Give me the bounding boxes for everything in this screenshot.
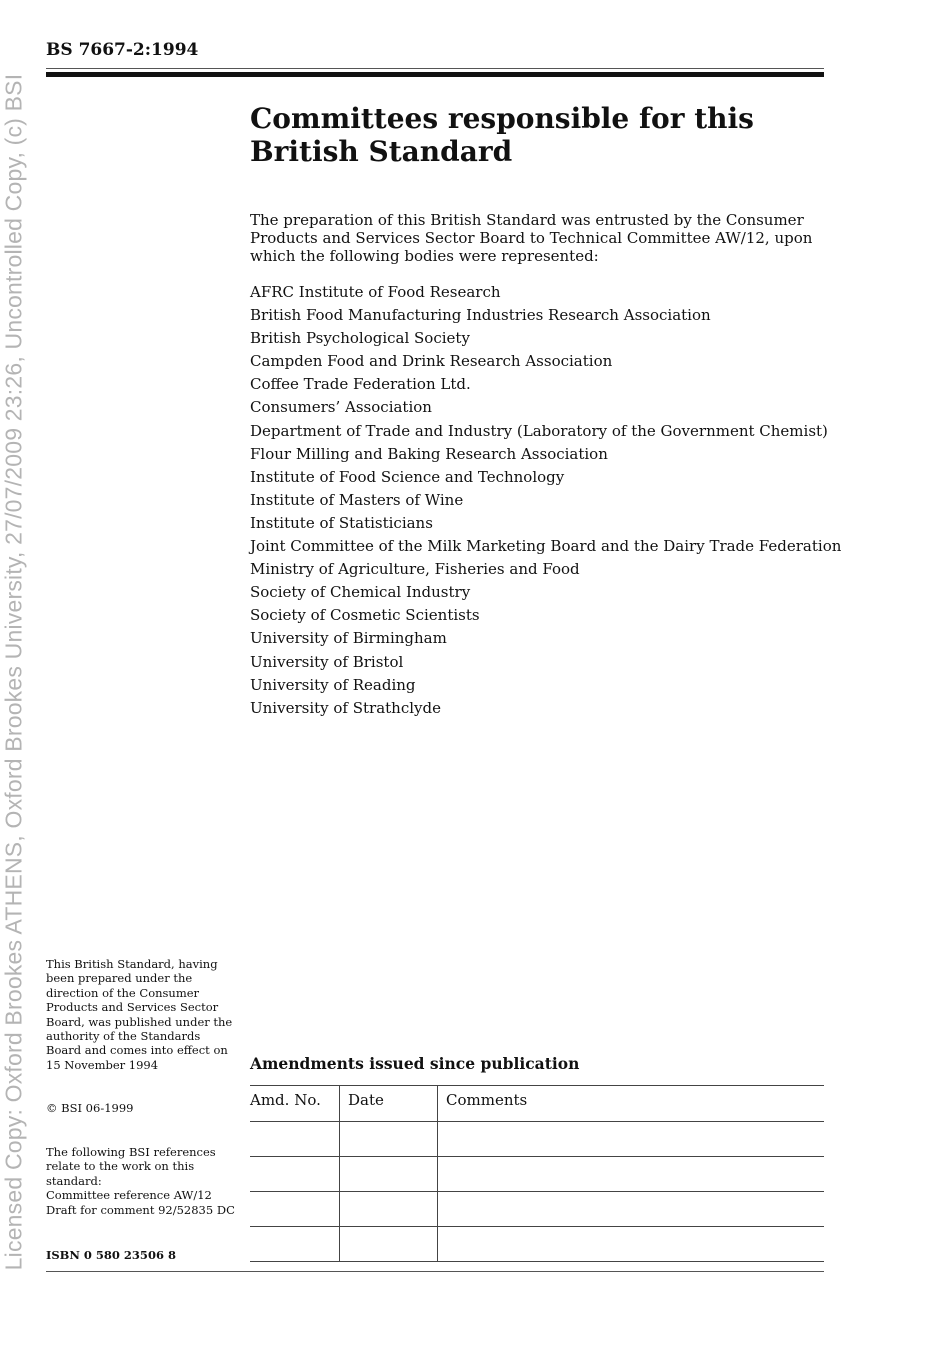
body-list-item: British Psychological Society [250,329,470,348]
publication-note-text: This British Standard, having been prepared under the direction of the Consumer Products and Services Sector Board, was published under the authority of the Standards Board and comes into effect on [46,957,233,1058]
column-header-date: Date [340,1086,438,1122]
body-list-item: University of Strathclyde [250,698,441,717]
amendment-cell [340,1122,438,1157]
title-line-2: British Standard [250,135,513,168]
body-list-item: Coffee Trade Federation Ltd. [250,375,471,394]
body-list-item: Ministry of Agriculture, Fisheries and Food [250,560,580,579]
body-list-item: Institute of Statisticians [250,513,433,532]
amendment-row [250,1192,824,1227]
amendment-row [250,1227,824,1262]
body-list-item: Society of Chemical Industry [250,583,471,602]
body-list-item: University of Birmingham [250,629,447,648]
amendments-title: Amendments issued since publication [250,1054,580,1073]
copyright: © BSI 06-1999 [46,1101,134,1115]
amendment-cell [250,1227,340,1262]
body-list-item: University of Bristol [250,652,404,671]
body-list-item: AFRC Institute of Food Research [250,283,501,301]
amendment-cell [250,1122,340,1157]
header-rule-thin [46,68,824,69]
header-rule-thick [46,72,824,77]
column-header-amd-no: Amd. No. [250,1086,340,1122]
references-intro: The following BSI references relate to the work on this standard: [46,1145,216,1188]
represented-bodies-list [250,281,850,720]
body-list-item: Flour Milling and Baking Research Association [250,444,608,463]
effective-date: 15 November 1994 [46,1057,159,1072]
publication-note [46,957,236,1072]
amendments-body [250,1122,824,1262]
body-list-item: Consumers’ Association [250,398,432,417]
amendment-cell [438,1157,825,1192]
amendment-cell [250,1192,340,1227]
body-list-item: University of Reading [250,675,416,694]
amendment-cell [250,1157,340,1192]
amendment-cell [340,1192,438,1227]
amendments-table [250,1085,824,1262]
amendment-cell [340,1227,438,1262]
amendment-cell [438,1192,825,1227]
footer-rule [46,1271,824,1272]
amendment-row [250,1157,824,1192]
amendment-cell [438,1122,825,1157]
draft-reference: Draft for comment 92/52835 DC [46,1202,235,1217]
body-list-item: Institute of Food Science and Technology [250,467,565,486]
title-line-1: Committees responsible for this [250,102,754,135]
amendment-cell [438,1227,825,1262]
column-header-comments: Comments [438,1086,825,1122]
body-list-item: Campden Food and Drink Research Association [250,352,613,371]
committee-reference: Committee reference AW/12 [46,1188,212,1203]
body-list-item: Institute of Masters of Wine [250,490,464,509]
intro-paragraph: The preparation of this British Standard was entrusted by the Consumer Products and Services Sector Board to Technical Committee AW/12, upon which the following bodies were represented: [250,211,813,265]
body-list-item: Society of Cosmetic Scientists [250,606,480,625]
body-list-item: Department of Trade and Industry (Laboratory of the Government Chemist) [250,421,828,440]
amendments-header-row [250,1086,824,1122]
body-list-item: British Food Manufacturing Industries Research Association [250,306,711,325]
body-list-item: Joint Committee of the Milk Marketing Board and the Dairy Trade Federation [250,537,842,556]
document-id: BS 7667-2:1994 [46,40,199,60]
license-watermark: Licensed Copy: Oxford Brookes ATHENS, Oxford Brookes University, 27/07/2009 23:26, Uncontrolled Copy, (c) BSI [0,73,27,1271]
page-title [250,102,810,168]
isbn: ISBN 0 580 23506 8 [46,1248,176,1262]
amendment-row [250,1122,824,1157]
amendment-cell [340,1157,438,1192]
bsi-references [46,1145,236,1217]
